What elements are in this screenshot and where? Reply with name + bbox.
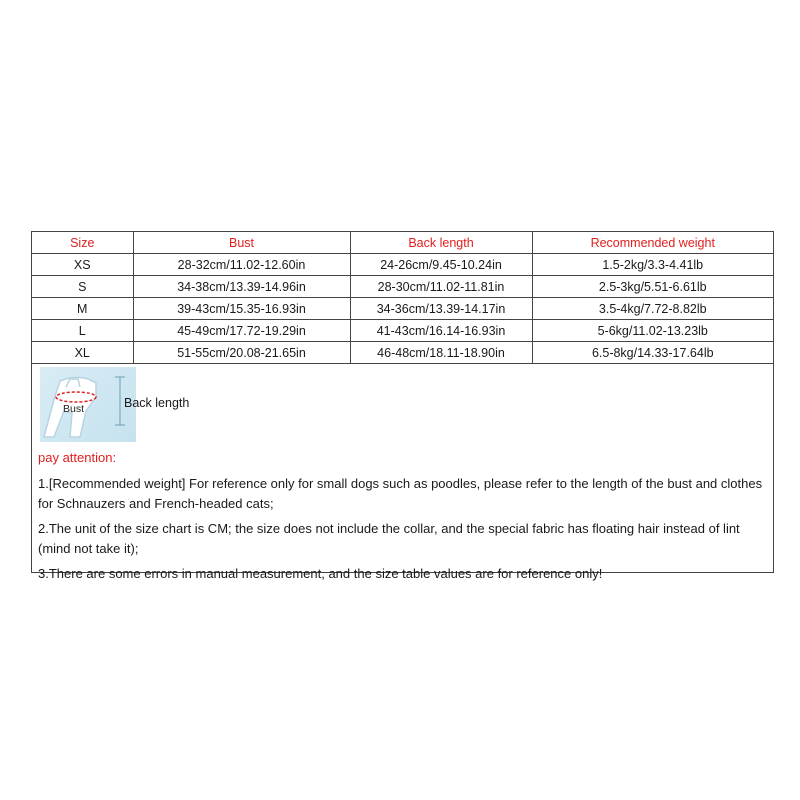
header-back-length: Back length — [350, 232, 532, 254]
cell-bust: 45-49cm/17.72-19.29in — [133, 320, 350, 342]
cell-weight: 1.5-2kg/3.3-4.41lb — [532, 254, 773, 276]
size-table — [32, 232, 773, 364]
cell-bust: 34-38cm/13.39-14.96in — [133, 276, 350, 298]
header-size: Size — [32, 232, 133, 254]
cell-bust: 51-55cm/20.08-21.65in — [133, 342, 350, 364]
table-row — [32, 342, 773, 364]
cell-size: M — [32, 298, 133, 320]
measurement-diagram — [38, 367, 228, 442]
table-row — [32, 276, 773, 298]
table-row — [32, 320, 773, 342]
dog-garment-icon — [40, 367, 136, 442]
cell-size: S — [32, 276, 133, 298]
cell-size: XL — [32, 342, 133, 364]
cell-weight: 6.5-8kg/14.33-17.64lb — [532, 342, 773, 364]
bust-label: Bust — [63, 403, 85, 415]
cell-back-length: 24-26cm/9.45-10.24in — [350, 254, 532, 276]
table-row — [32, 298, 773, 320]
back-length-label: Back length — [124, 396, 190, 410]
cell-weight: 2.5-3kg/5.51-6.61lb — [532, 276, 773, 298]
header-recommended-weight: Recommended weight — [532, 232, 773, 254]
note-item: 2.The unit of the size chart is CM; the size does not include the collar, and the special fabric has floating hair instead of lint (mind not take it); — [38, 521, 740, 556]
cell-weight: 5-6kg/11.02-13.23lb — [532, 320, 773, 342]
cell-weight: 3.5-4kg/7.72-8.82lb — [532, 298, 773, 320]
cell-bust: 39-43cm/15.35-16.93in — [133, 298, 350, 320]
notes-section — [38, 450, 767, 590]
note-item: 1.[Recommended weight] For reference only for small dogs such as poodles, please refer to the length of the bust and clothes for Schnauzers and French-headed cats; — [38, 476, 763, 511]
cell-bust: 28-32cm/11.02-12.60in — [133, 254, 350, 276]
notes-title: pay attention: — [38, 450, 117, 465]
cell-back-length: 28-30cm/11.02-11.81in — [350, 276, 532, 298]
cell-back-length: 41-43cm/16.14-16.93in — [350, 320, 532, 342]
size-chart — [31, 231, 774, 581]
cell-size: L — [32, 320, 133, 342]
table-row — [32, 254, 773, 276]
note-item: 3.There are some errors in manual measurement, and the size table values are for reference only! — [38, 566, 603, 581]
table-header-row — [32, 232, 773, 254]
cell-back-length: 34-36cm/13.39-14.17in — [350, 298, 532, 320]
cell-size: XS — [32, 254, 133, 276]
header-bust: Bust — [133, 232, 350, 254]
garment-illustration — [40, 367, 136, 442]
cell-back-length: 46-48cm/18.11-18.90in — [350, 342, 532, 364]
